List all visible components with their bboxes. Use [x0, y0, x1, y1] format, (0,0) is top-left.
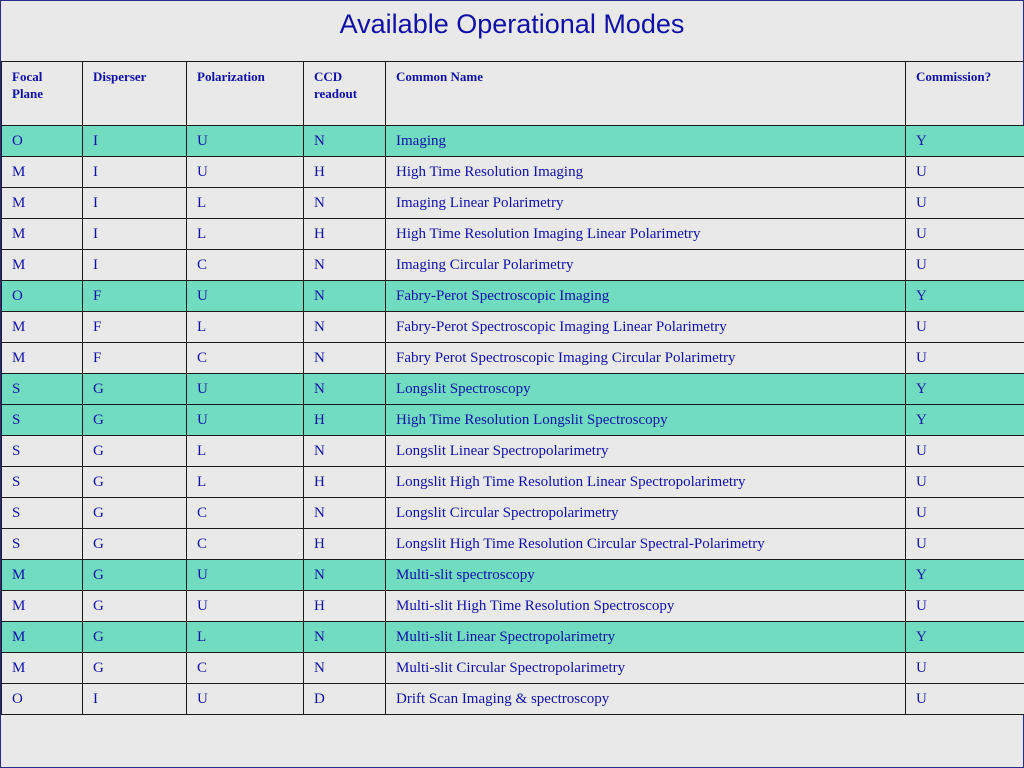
cell-focal-plane: S: [2, 405, 83, 436]
cell-focal-plane: M: [2, 250, 83, 281]
slide-title: Available Operational Modes: [339, 9, 685, 39]
cell-commission: U: [906, 591, 1024, 622]
cell-ccd-readout: H: [304, 157, 386, 188]
cell-ccd-readout: N: [304, 188, 386, 219]
cell-polarization: C: [187, 343, 304, 374]
cell-ccd-readout: N: [304, 653, 386, 684]
cell-commission: U: [906, 467, 1024, 498]
cell-polarization: L: [187, 312, 304, 343]
table-row: [2, 188, 1024, 219]
cell-polarization: L: [187, 219, 304, 250]
cell-commission: U: [906, 157, 1024, 188]
header-commission: Commission?: [906, 62, 1024, 126]
cell-disperser: G: [83, 529, 187, 560]
cell-commission: U: [906, 219, 1024, 250]
cell-focal-plane: M: [2, 591, 83, 622]
cell-ccd-readout: N: [304, 498, 386, 529]
cell-common-name: High Time Resolution Imaging Linear Polarimetry: [386, 219, 906, 250]
cell-disperser: I: [83, 219, 187, 250]
cell-disperser: G: [83, 560, 187, 591]
cell-common-name: Multi-slit Linear Spectropolarimetry: [386, 622, 906, 653]
cell-focal-plane: M: [2, 653, 83, 684]
cell-commission: U: [906, 188, 1024, 219]
cell-disperser: G: [83, 374, 187, 405]
table-row: [2, 312, 1024, 343]
cell-ccd-readout: N: [304, 312, 386, 343]
operational-modes-table: [1, 61, 1024, 715]
cell-disperser: I: [83, 684, 187, 715]
table-row: [2, 157, 1024, 188]
cell-polarization: L: [187, 436, 304, 467]
cell-disperser: G: [83, 498, 187, 529]
cell-disperser: G: [83, 405, 187, 436]
cell-common-name: Multi-slit High Time Resolution Spectroscopy: [386, 591, 906, 622]
cell-common-name: High Time Resolution Imaging: [386, 157, 906, 188]
cell-disperser: F: [83, 343, 187, 374]
header-ccd-readout: [304, 62, 386, 126]
cell-polarization: U: [187, 157, 304, 188]
header-polarization: Polarization: [187, 62, 304, 126]
cell-common-name: Drift Scan Imaging & spectroscopy: [386, 684, 906, 715]
cell-disperser: G: [83, 436, 187, 467]
cell-disperser: I: [83, 250, 187, 281]
table-row: [2, 591, 1024, 622]
cell-ccd-readout: N: [304, 374, 386, 405]
table-row: [2, 374, 1024, 405]
cell-common-name: Imaging: [386, 126, 906, 157]
table-row: [2, 560, 1024, 591]
cell-polarization: U: [187, 591, 304, 622]
cell-polarization: U: [187, 374, 304, 405]
cell-disperser: G: [83, 591, 187, 622]
table-row: [2, 281, 1024, 312]
cell-common-name: Longslit High Time Resolution Circular Spectral-Polarimetry: [386, 529, 906, 560]
cell-focal-plane: M: [2, 560, 83, 591]
cell-commission: Y: [906, 126, 1024, 157]
cell-ccd-readout: H: [304, 529, 386, 560]
cell-commission: U: [906, 684, 1024, 715]
cell-focal-plane: O: [2, 684, 83, 715]
cell-polarization: L: [187, 467, 304, 498]
table-row: [2, 653, 1024, 684]
cell-ccd-readout: H: [304, 405, 386, 436]
cell-focal-plane: S: [2, 467, 83, 498]
cell-commission: Y: [906, 560, 1024, 591]
cell-commission: Y: [906, 405, 1024, 436]
cell-ccd-readout: N: [304, 622, 386, 653]
cell-focal-plane: O: [2, 281, 83, 312]
cell-disperser: I: [83, 157, 187, 188]
cell-ccd-readout: N: [304, 250, 386, 281]
table-row: [2, 219, 1024, 250]
cell-polarization: U: [187, 281, 304, 312]
cell-common-name: Longslit High Time Resolution Linear Spectropolarimetry: [386, 467, 906, 498]
cell-polarization: U: [187, 405, 304, 436]
cell-focal-plane: M: [2, 188, 83, 219]
cell-common-name: Fabry-Perot Spectroscopic Imaging: [386, 281, 906, 312]
cell-disperser: G: [83, 622, 187, 653]
cell-commission: Y: [906, 281, 1024, 312]
header-disperser: Disperser: [83, 62, 187, 126]
cell-polarization: L: [187, 188, 304, 219]
table-row: [2, 436, 1024, 467]
cell-disperser: G: [83, 653, 187, 684]
cell-focal-plane: M: [2, 157, 83, 188]
cell-common-name: Fabry-Perot Spectroscopic Imaging Linear Polarimetry: [386, 312, 906, 343]
cell-polarization: C: [187, 498, 304, 529]
cell-common-name: Imaging Linear Polarimetry: [386, 188, 906, 219]
cell-commission: U: [906, 312, 1024, 343]
cell-common-name: Imaging Circular Polarimetry: [386, 250, 906, 281]
table-row: [2, 343, 1024, 374]
table-header-row: [2, 62, 1024, 126]
cell-common-name: Multi-slit spectroscopy: [386, 560, 906, 591]
cell-focal-plane: M: [2, 219, 83, 250]
table-row: [2, 529, 1024, 560]
cell-focal-plane: M: [2, 343, 83, 374]
cell-ccd-readout: N: [304, 343, 386, 374]
table-row: [2, 498, 1024, 529]
header-focal-plane: [2, 62, 83, 126]
header-ccd-line2: readout: [314, 86, 358, 101]
cell-ccd-readout: H: [304, 219, 386, 250]
header-common-name: Common Name: [386, 62, 906, 126]
cell-focal-plane: S: [2, 498, 83, 529]
cell-ccd-readout: H: [304, 591, 386, 622]
cell-ccd-readout: N: [304, 436, 386, 467]
table-row: [2, 622, 1024, 653]
cell-polarization: U: [187, 126, 304, 157]
cell-commission: U: [906, 343, 1024, 374]
cell-focal-plane: S: [2, 436, 83, 467]
cell-focal-plane: S: [2, 374, 83, 405]
cell-polarization: U: [187, 684, 304, 715]
cell-commission: Y: [906, 622, 1024, 653]
cell-disperser: F: [83, 312, 187, 343]
cell-ccd-readout: N: [304, 126, 386, 157]
cell-common-name: Multi-slit Circular Spectropolarimetry: [386, 653, 906, 684]
header-focal-plane-line2: Plane: [12, 86, 44, 101]
cell-disperser: G: [83, 467, 187, 498]
table-row: [2, 126, 1024, 157]
cell-focal-plane: S: [2, 529, 83, 560]
table-row: [2, 250, 1024, 281]
cell-common-name: Longslit Linear Spectropolarimetry: [386, 436, 906, 467]
table-row: [2, 467, 1024, 498]
table-row: [2, 684, 1024, 715]
cell-disperser: I: [83, 188, 187, 219]
cell-focal-plane: O: [2, 126, 83, 157]
cell-ccd-readout: H: [304, 467, 386, 498]
cell-disperser: F: [83, 281, 187, 312]
cell-polarization: C: [187, 529, 304, 560]
cell-common-name: Longslit Spectroscopy: [386, 374, 906, 405]
cell-polarization: C: [187, 653, 304, 684]
cell-polarization: U: [187, 560, 304, 591]
cell-ccd-readout: D: [304, 684, 386, 715]
cell-commission: U: [906, 653, 1024, 684]
header-focal-plane-line1: Focal: [12, 69, 43, 84]
cell-focal-plane: M: [2, 622, 83, 653]
cell-disperser: I: [83, 126, 187, 157]
cell-ccd-readout: N: [304, 560, 386, 591]
cell-common-name: High Time Resolution Longslit Spectroscopy: [386, 405, 906, 436]
cell-ccd-readout: N: [304, 281, 386, 312]
cell-common-name: Longslit Circular Spectropolarimetry: [386, 498, 906, 529]
table-body: [2, 126, 1024, 715]
cell-focal-plane: M: [2, 312, 83, 343]
cell-commission: U: [906, 498, 1024, 529]
cell-polarization: L: [187, 622, 304, 653]
cell-common-name: Fabry Perot Spectroscopic Imaging Circular Polarimetry: [386, 343, 906, 374]
cell-commission: U: [906, 250, 1024, 281]
header-ccd-line1: CCD: [314, 69, 343, 84]
table-row: [2, 405, 1024, 436]
cell-commission: Y: [906, 374, 1024, 405]
cell-commission: U: [906, 436, 1024, 467]
cell-polarization: C: [187, 250, 304, 281]
cell-commission: U: [906, 529, 1024, 560]
